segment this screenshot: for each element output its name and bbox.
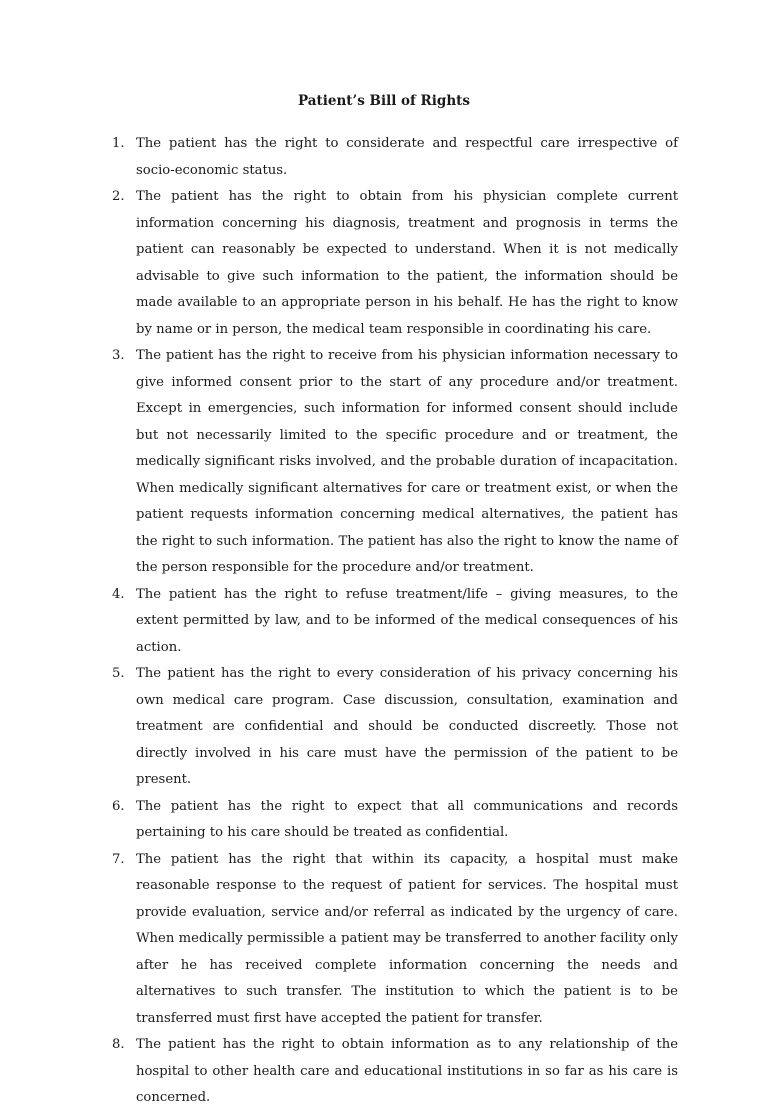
list-item xyxy=(104,661,678,794)
list-item xyxy=(104,582,678,662)
list-item-number: 2. xyxy=(112,189,125,204)
document-title: Patient’s Bill of Rights xyxy=(298,93,470,109)
list-item-text: The patient has the right to expect that all communications and records pertaining to his care should be treated as confidential. xyxy=(136,798,678,840)
list-item-text: The patient has the right to obtain information as to any relationship of the hospital to other health care and educational institutions in so far as his care is concerned. xyxy=(136,1037,678,1105)
list-item-text: The patient has the right to refuse treatment/life – giving measures, to the extent permitted by law, and to be informed of the medical consequences of his action. xyxy=(136,586,678,655)
list-item-number: 3. xyxy=(112,348,125,363)
list-item xyxy=(104,794,678,847)
list-item xyxy=(104,184,678,343)
list-item-number: 8. xyxy=(112,1037,125,1052)
list-item xyxy=(104,343,678,582)
list-item-text: The patient has the right to considerate and respectful care irrespective of socio-economic status. xyxy=(136,136,678,178)
list-item-text: The patient has the right to receive from his physician information necessary to give informed consent prior to the start of any procedure and/or treatment. Except in emergencies, such information for informed consent should include but not necessarily limited to the specific procedure and or treatment, the medically significant risks involved, and the probable duration of incapacitation. When medically significant alternatives for care or treatment exist, or when the patient requests information concerning medical alternatives, the patient has the right to such information. The patient has also the right to know the name of the person responsible for the procedure and/or treatment. xyxy=(136,348,678,575)
list-item-text: The patient has the right to obtain from his physician complete current information concerning his diagnosis, treatment and prognosis in terms the patient can reasonably be expected to understand. When it is not medically advisable to give such information to the patient, the information should be made available to an appropriate person in his behalf. He has the right to know by name or in person, the medical team responsible in coordinating his care. xyxy=(136,189,678,337)
list-item-text: The patient has the right to every consideration of his privacy concerning his own medical care program. Case discussion, consultation, examination and treatment are confidential and should be conducted discreetly. Those not directly involved in his care must have the permission of the patient to be present. xyxy=(136,666,678,787)
list-item-number: 1. xyxy=(112,136,125,151)
rights-list xyxy=(104,131,678,1112)
list-item xyxy=(104,847,678,1033)
list-item xyxy=(104,1032,678,1112)
list-item-number: 7. xyxy=(112,851,125,867)
list-item xyxy=(104,131,678,184)
list-item-number: 5. xyxy=(112,666,125,681)
list-item-text: The patient has the right that within its capacity, a hospital must make reasonable response to the request of patient for services. The hospital must provide evaluation, service and/or referral as indicated by the urgency of care. When medically permissible a patient may be transferred to another facility only after he has received complete information concerning the needs and alternatives to such transfer. The institution to which the patient is to be transferred must first have accepted the patient for transfer. xyxy=(136,851,678,1026)
list-item-number: 6. xyxy=(112,798,125,814)
list-item-number: 4. xyxy=(112,586,125,602)
